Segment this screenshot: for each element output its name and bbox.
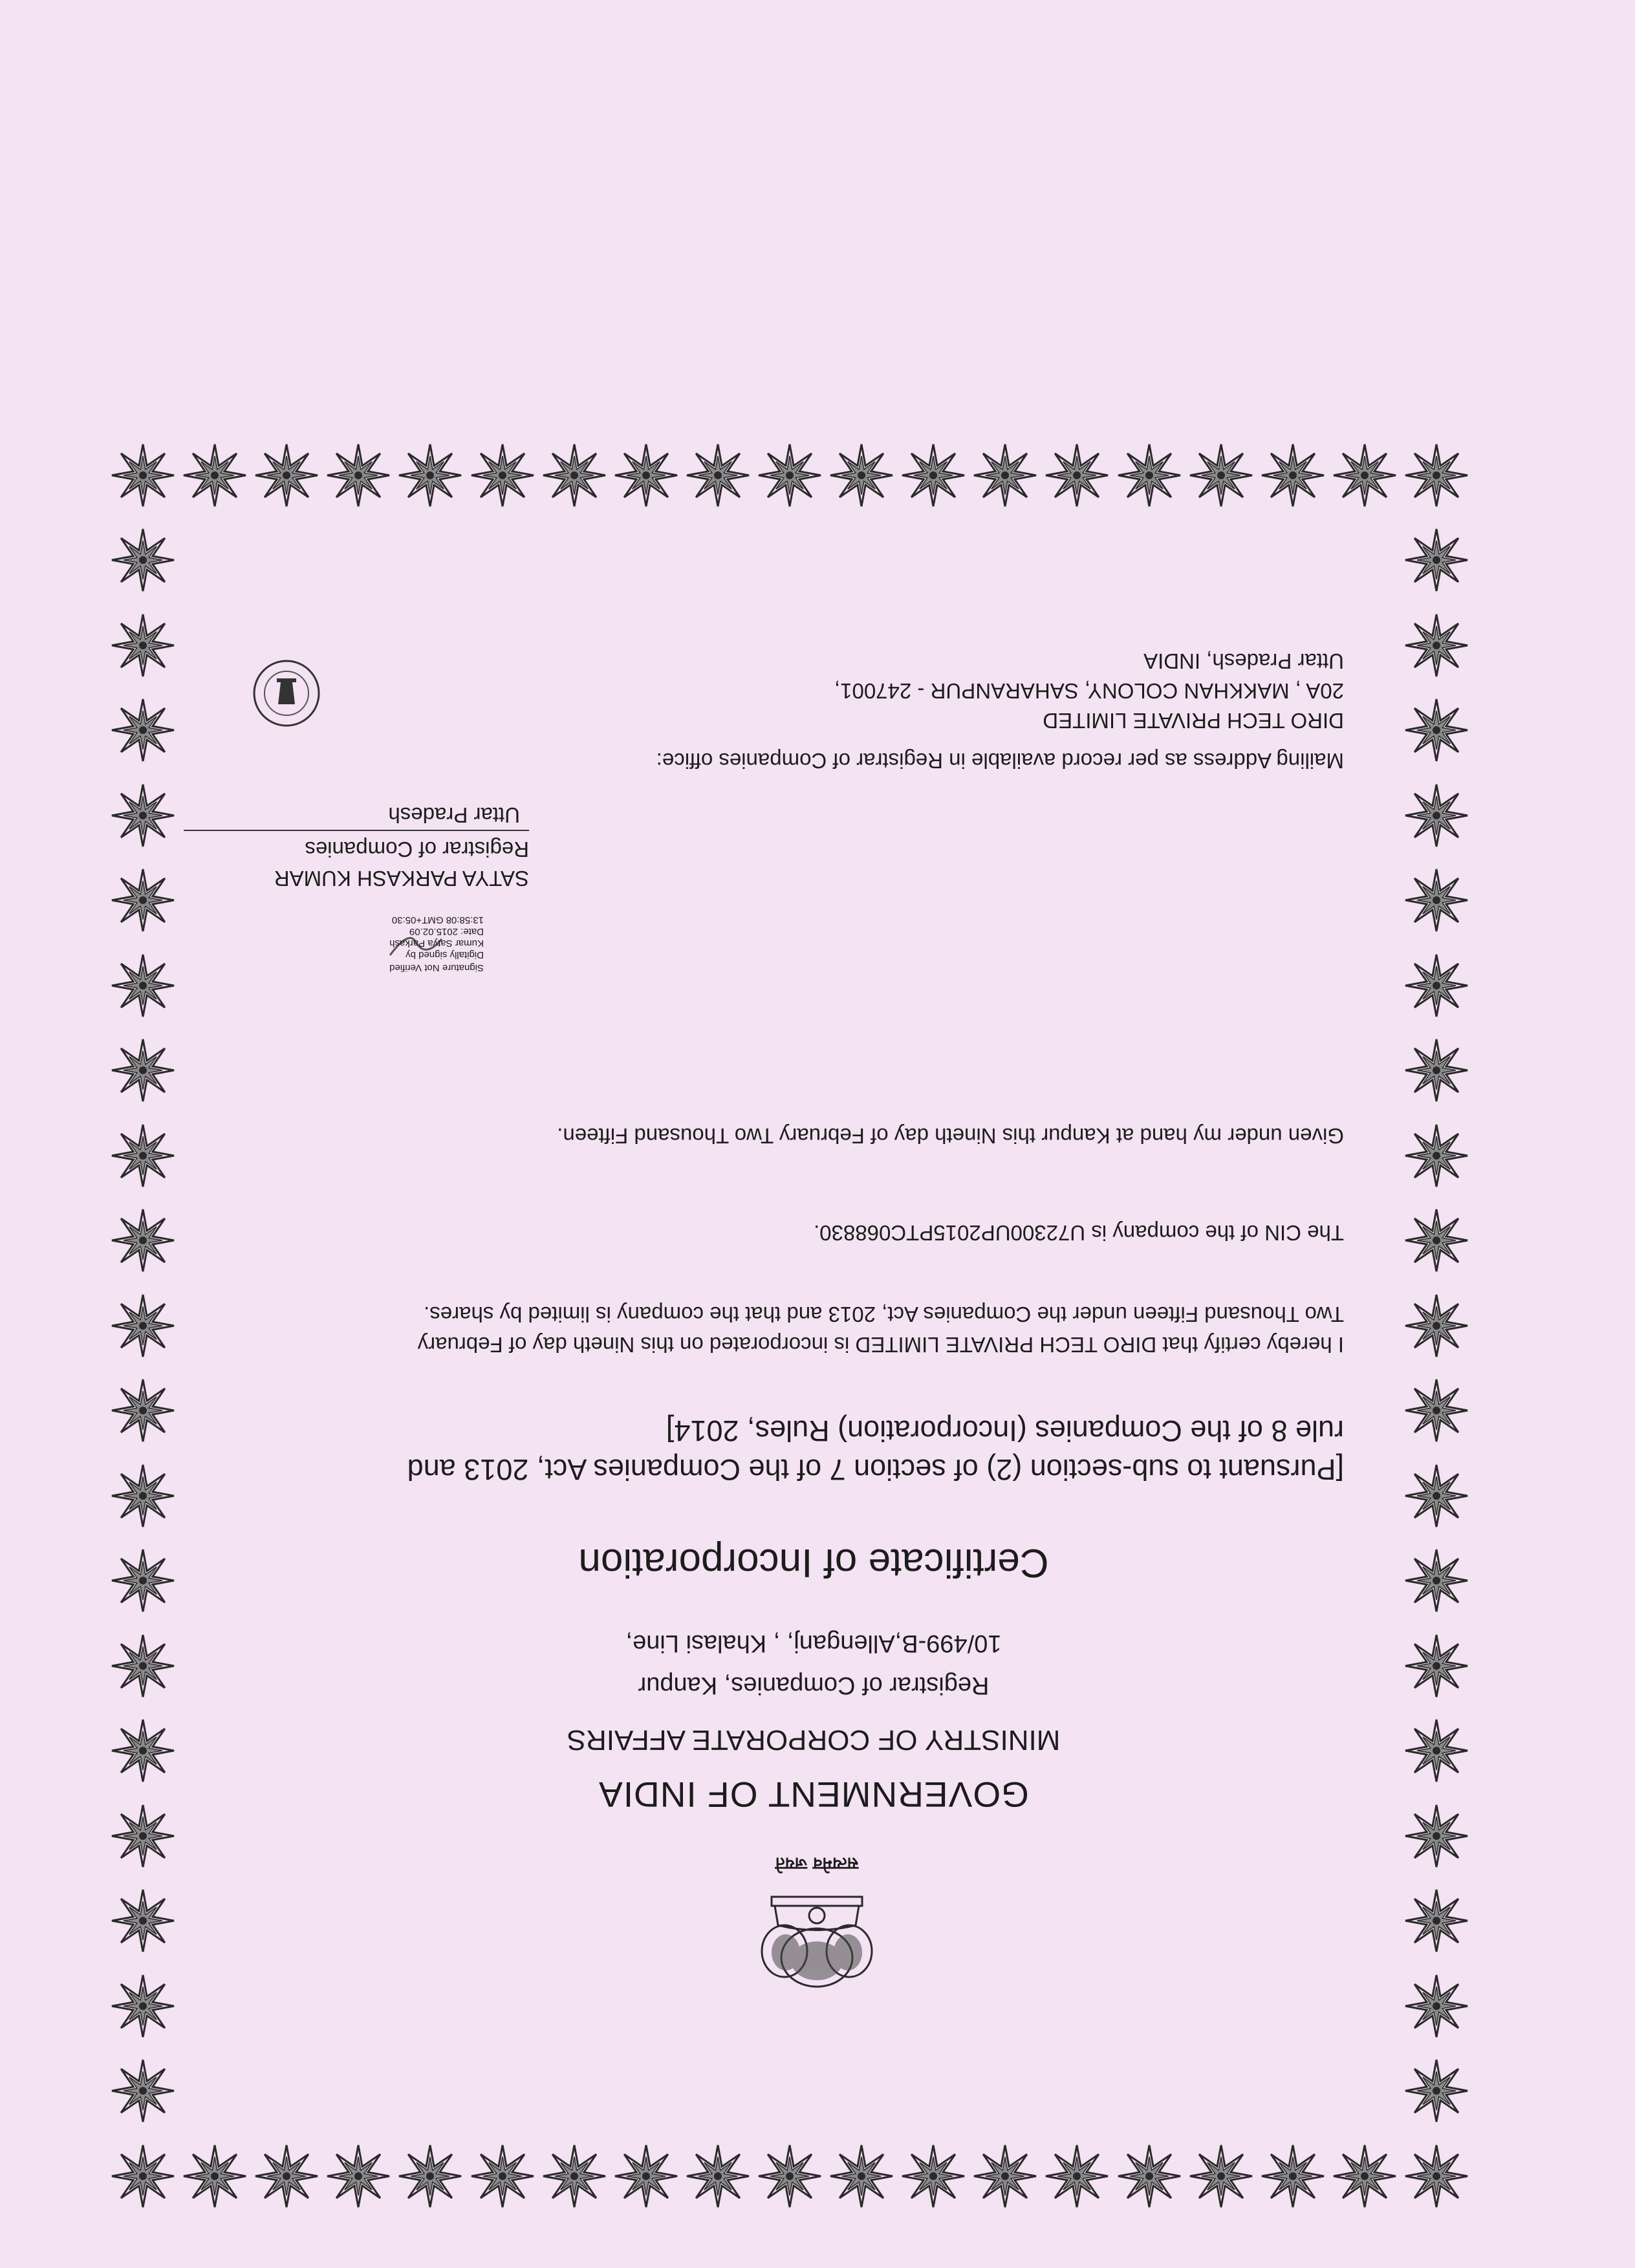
border-star-icon <box>1403 782 1470 849</box>
border-star-icon <box>1403 1462 1470 1529</box>
border-star-icon <box>1403 1718 1470 1785</box>
border-star-icon <box>109 1972 177 2040</box>
border-star-icon <box>756 2143 823 2210</box>
digital-signature-block <box>348 903 490 975</box>
registrar-state: Uttar Pradesh <box>184 803 529 831</box>
given-under-line: Given under my hand at Kanpur this Nineth day of February Two Thousand Fifteen. <box>557 1124 1344 1148</box>
border-star-icon <box>1403 952 1470 1019</box>
border-star-icon <box>1331 2143 1398 2210</box>
border-star-icon <box>469 2143 536 2210</box>
border-star-icon <box>109 1377 177 1445</box>
border-star-icon <box>1403 1888 1470 1955</box>
border-star-icon <box>1403 2143 1470 2210</box>
border-star-icon <box>1403 1377 1470 1445</box>
pursuant-line-2: rule 8 of the Companies (Incorporation) Rules, 2014] <box>666 1414 1344 1447</box>
border-star-icon <box>684 442 752 509</box>
border-star-icon <box>541 442 608 509</box>
border-star-icon <box>109 1548 177 1615</box>
border-star-icon <box>1403 1207 1470 1275</box>
border-star-icon <box>1403 1972 1470 2040</box>
border-star-icon <box>109 867 177 934</box>
border-star-icon <box>325 2143 392 2210</box>
ministry-heading: MINISTRY OF CORPORATE AFFAIRS <box>567 1724 1061 1756</box>
border-star-icon <box>1403 1122 1470 1189</box>
office-name: Registrar of Companies, Kanpur <box>638 1672 990 1699</box>
border-star-icon <box>181 2143 248 2210</box>
border-star-icon <box>109 527 177 594</box>
border-star-icon <box>109 2143 177 2210</box>
border-star-icon <box>109 442 177 509</box>
border-star-icon <box>1403 1292 1470 1359</box>
border-star-icon <box>325 442 392 509</box>
border-star-icon <box>1403 697 1470 764</box>
border-star-icon <box>109 1888 177 1955</box>
border-star-icon <box>1403 2058 1470 2125</box>
border-star-icon <box>109 1632 177 1700</box>
border-star-icon <box>1403 1037 1470 1105</box>
pursuant-line-1: [Pursuant to sub-section (2) of section 7 of the Companies Act, 2013 and <box>407 1453 1344 1486</box>
border-star-icon <box>253 442 320 509</box>
signature-signed-by: Digitally signed by <box>406 949 484 960</box>
border-star-icon <box>756 442 823 509</box>
cin-line: The CIN of the company is U72300UP2015PTC068830. <box>814 1221 1344 1245</box>
border-star-icon <box>828 442 895 509</box>
signature-signer: Kumar Satya Parkash <box>389 938 484 949</box>
border-star-icon <box>109 1462 177 1529</box>
border-star-icon <box>612 2143 680 2210</box>
border-star-icon <box>396 2143 464 2210</box>
seal-icon <box>251 658 322 729</box>
mailing-company: DIRO TECH PRIVATE LIMITED <box>1043 709 1344 733</box>
border-star-icon <box>1403 1548 1470 1615</box>
border-star-icon <box>253 2143 320 2210</box>
border-star-icon <box>900 2143 967 2210</box>
border-star-icon <box>971 2143 1039 2210</box>
emblem-motto: सत्यमेव जयते <box>775 1853 859 1873</box>
border-star-icon <box>1403 1802 1470 1870</box>
signature-date: Date: 2015.02.09 <box>409 926 484 937</box>
border-star-icon <box>828 2143 895 2210</box>
signature-status: Signature Not Verified <box>389 962 484 973</box>
mailing-address-line-2: Uttar Pradesh, INDIA <box>1143 649 1344 673</box>
office-address: 10/499-B,Allenganj, , Khalasi Line, <box>625 1630 1002 1657</box>
border-star-icon <box>109 2058 177 2125</box>
border-star-icon <box>469 442 536 509</box>
signature-time: 13:58:08 GMT+05:30 <box>391 914 484 925</box>
certify-line-1: I hereby certify that DIRO TECH PRIVATE LIMITED is incorporated on this Nineth day of February <box>417 1333 1344 1357</box>
border-star-icon <box>109 1802 177 1870</box>
national-emblem <box>739 1848 894 1996</box>
border-star-icon <box>1259 2143 1326 2210</box>
certify-line-2: Two Thousand Fifteen under the Companies Act, 2013 and that the company is limited by shares. <box>424 1302 1344 1326</box>
border-star-icon <box>1187 442 1255 509</box>
border-star-icon <box>612 442 680 509</box>
border-star-icon <box>1116 442 1183 509</box>
border-star-icon <box>1331 442 1398 509</box>
border-star-icon <box>396 442 464 509</box>
government-heading: GOVERNMENT OF INDIA <box>598 1775 1029 1815</box>
border-star-icon <box>109 782 177 849</box>
border-star-icon <box>109 952 177 1019</box>
border-star-icon <box>1403 442 1470 509</box>
border-star-icon <box>109 1718 177 1785</box>
border-star-icon <box>1403 527 1470 594</box>
border-star-icon <box>1043 442 1110 509</box>
certificate-title: Certificate of Incorporation <box>578 1540 1049 1585</box>
border-star-icon <box>900 442 967 509</box>
registrar-seal <box>251 658 322 729</box>
border-star-icon <box>1403 612 1470 679</box>
registrar-title: Registrar of Companies <box>305 837 529 861</box>
border-star-icon <box>1187 2143 1255 2210</box>
mailing-address-line-1: 20A , MAKKHAN COLONY, SAHARANPUR - 247001, <box>834 679 1344 703</box>
border-star-icon <box>541 2143 608 2210</box>
border-star-icon <box>684 2143 752 2210</box>
border-star-icon <box>1116 2143 1183 2210</box>
border-star-icon <box>1403 867 1470 934</box>
border-star-icon <box>109 1037 177 1105</box>
border-star-icon <box>1259 442 1326 509</box>
border-star-icon <box>971 442 1039 509</box>
registrar-name: SATYA PARKASH KUMAR <box>274 867 529 891</box>
border-star-icon <box>1043 2143 1110 2210</box>
border-star-icon <box>181 442 248 509</box>
mailing-label: Mailing Address as per record available in Registrar of Companies office: <box>656 749 1344 773</box>
border-star-icon <box>1403 1632 1470 1700</box>
